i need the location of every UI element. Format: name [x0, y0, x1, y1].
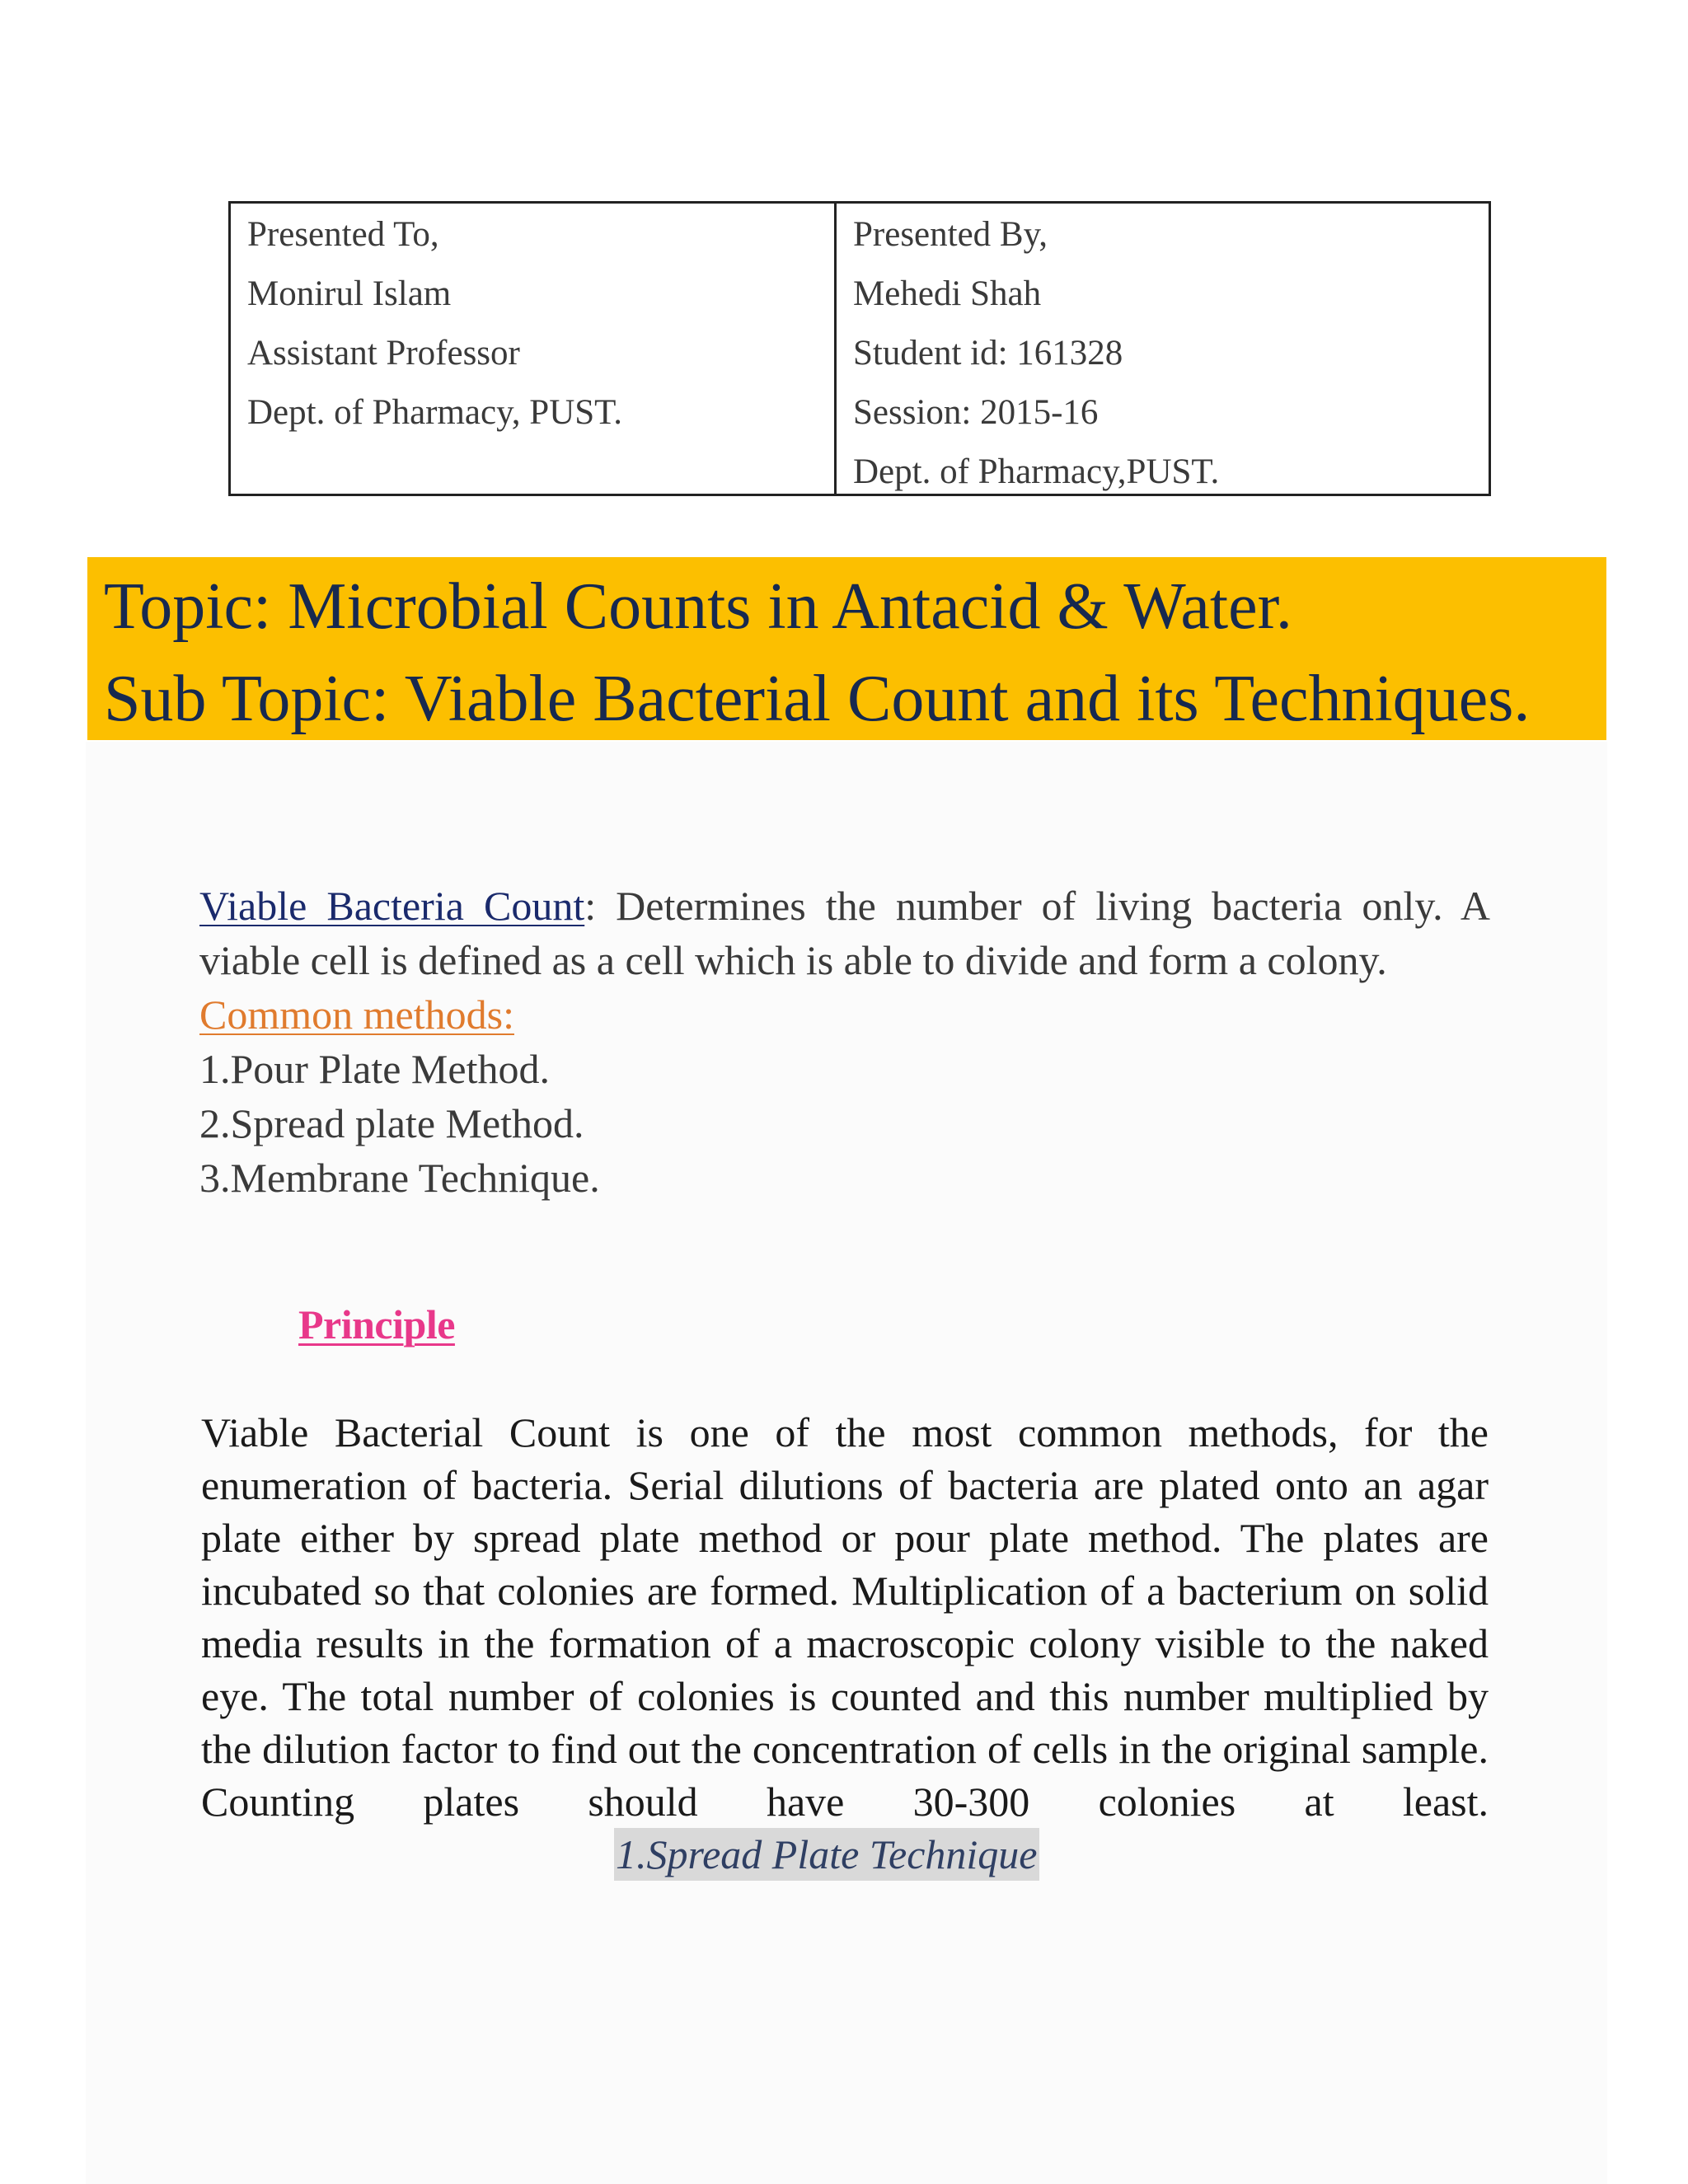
sub-topic-title: Sub Topic: Viable Bacterial Count and its Techniques.	[104, 663, 1531, 735]
presented-to-title: Assistant Professor	[247, 334, 520, 373]
method-item: 3.Membrane Technique.	[199, 1155, 600, 1201]
topic-banner	[87, 557, 1606, 740]
presented-to-cell	[231, 204, 837, 494]
method-item: 2.Spread plate Method.	[199, 1100, 584, 1146]
presented-by-heading: Presented By,	[853, 215, 1048, 254]
intro-paragraph	[199, 879, 1490, 987]
methods-list	[199, 1042, 1490, 1205]
method-item: 1.Pour Plate Method.	[199, 1046, 550, 1092]
viable-count-term: Viable Bacteria Count	[199, 883, 585, 929]
presented-by-department: Dept. of Pharmacy,PUST.	[853, 452, 1220, 491]
topic-title: Topic: Microbial Counts in Antacid & Water.	[104, 570, 1292, 643]
presented-to-department: Dept. of Pharmacy, PUST.	[247, 393, 623, 432]
presented-by-cell	[837, 204, 1489, 494]
spread-plate-technique-heading: 1.Spread Plate Technique	[614, 1828, 1039, 1881]
presented-to-heading: Presented To,	[247, 215, 439, 254]
viable-count-definition: : Determines the number of living bacteria only. A viable cell is defined as a cell which is able to divide and form a colony.	[199, 883, 1490, 983]
presented-to-name: Monirul Islam	[247, 274, 452, 313]
presented-by-session: Session: 2015-16	[853, 393, 1099, 432]
principle-paragraph: Viable Bacterial Count is one of the most common methods, for the enumeration of bacteria. Serial dilutions of bacteria are plated onto an agar plate either by spread plate method or pour plate method. The plates are incubated so that colonies are formed. Multiplication of a bacterium on solid media results in the formation of a macroscopic colony visible to the naked eye. The total number of colonies is counted and this number multiplied by the dilution factor to find out the concentration of cells in the original sample. Counting plates should have 30-300 colonies at least.	[201, 1409, 1489, 1825]
presenter-table	[228, 201, 1491, 496]
presented-by-student-id: Student id: 161328	[853, 334, 1123, 373]
principle-heading: Principle	[298, 1301, 455, 1347]
intro-section	[199, 879, 1490, 1205]
common-methods-heading: Common methods:	[199, 991, 514, 1038]
presented-by-name: Mehedi Shah	[853, 274, 1042, 313]
